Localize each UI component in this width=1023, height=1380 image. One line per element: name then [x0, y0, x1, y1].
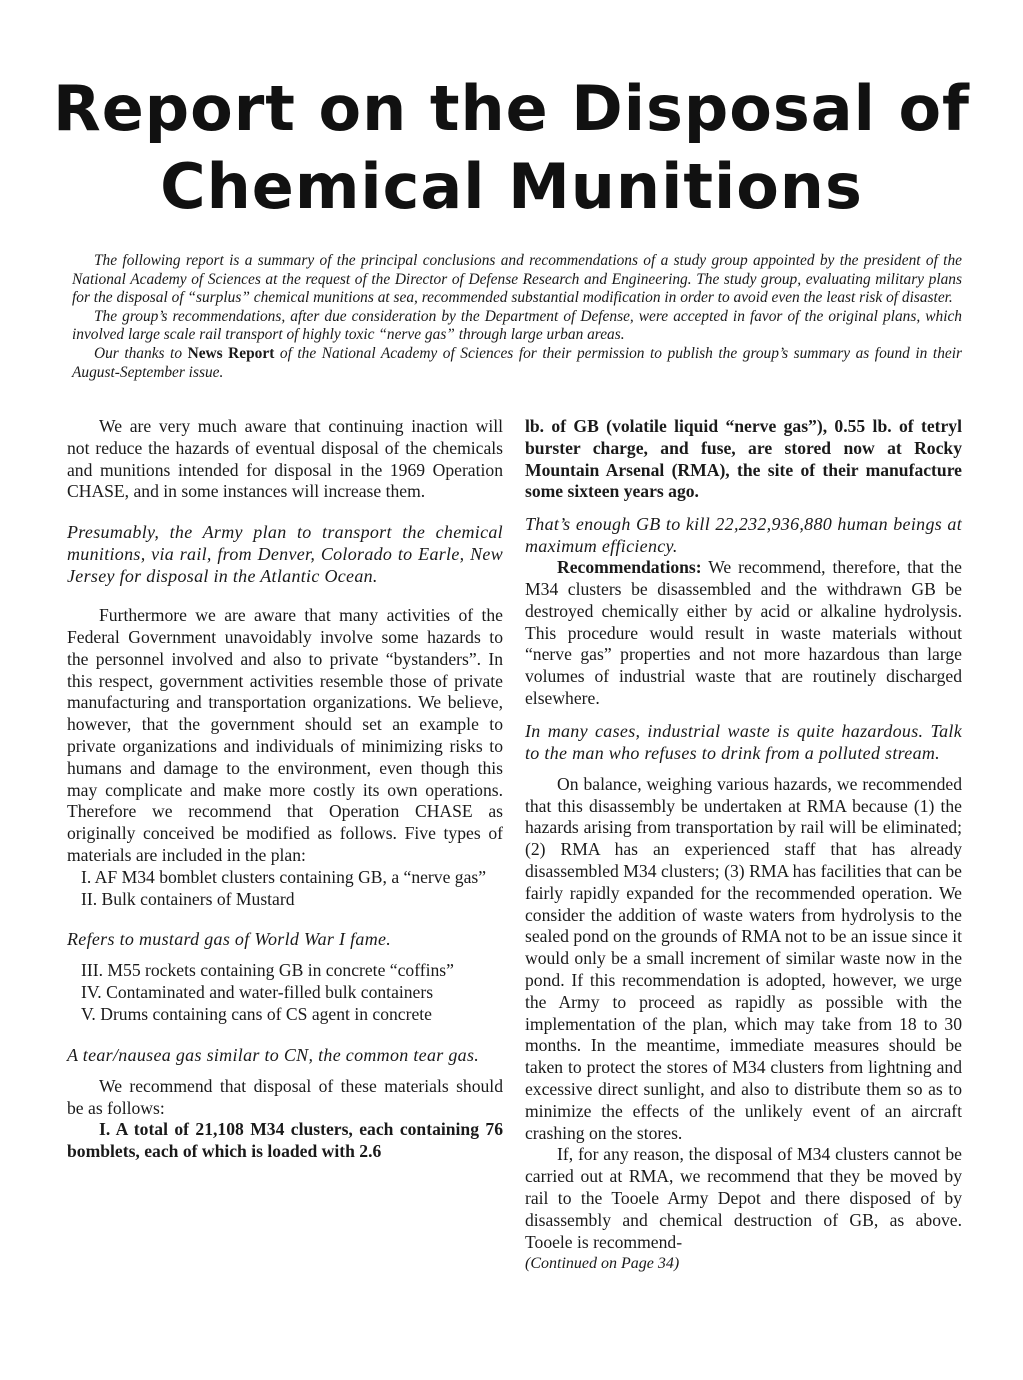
- right-paragraph-3: If, for any reason, the disposal of M34 clusters cannot be carried out at RMA, we recommend that they be moved by rail to the Tooele Army Depot and there disposed of by disassembly and chemical destruction of GB, as above. Tooele is recommend-: [525, 1144, 962, 1252]
- intro-paragraph-3: [72, 345, 962, 382]
- materials-item-1: I. AF M34 bomblet clusters containing GB, a “nerve gas”: [81, 866, 487, 887]
- news-report-name: News Report: [187, 344, 275, 362]
- intro-paragraph-2: The group’s recommendations, after due consideration by the Department of Defense, were accepted in favor of the original plans, which involved large scale rail transport of highly toxic “nerve gas” through large urban areas.: [72, 307, 962, 344]
- editor-note-army-plan: Presumably, the Army plan to transport the chemical munitions, via rail, from Denver, Colorado to Earle, New Jersey for disposal in the Atlantic Ocean.: [67, 522, 503, 587]
- right-paragraph-2: On balance, weighing various hazards, we recommended that this disassembly be undertaken at RMA because (1) the hazards arising from transportation by rail will be eliminated; (2) RMA has an experienced staff that has already disassembled M34 clusters; (3) RMA has facilities that can be fairly rapidly expanded for the recommended operation. We consider the addition of waste waters from hydrolysis to the sealed pond on the grounds of RMA not to be an issue since it would only be a small increment of similar waste now in the pond. If this recommendation is adopted, however, we urge the Army to proceed as rapidly as possible with the implementation of the plan, which may take from 18 to 30 months. In the meantime, immediate measures should be taken to protect the stores of M34 clusters from lightning and excessive direct sunlight, and also to distribute them so as to minimize the effects of the unlikely event of an aircraft crashing on the stores.: [525, 773, 962, 1143]
- recommendations-paragraph: [525, 557, 962, 710]
- right-column: [525, 416, 962, 1275]
- intro-paragraph-1: The following report is a summary of the principal conclusions and recommendations of a study group appointed by the president of the National Academy of Sciences at the request of the Director of Defense Research and Engineering. The study group, evaluating military plans for the disposal of “surplus” chemical munitions at sea, recommended substantial modification in order to avoid even the least risk of disaster.: [72, 252, 962, 307]
- materials-item-2: II. Bulk containers of Mustard: [81, 888, 295, 909]
- materials-item-4: IV. Contaminated and water-filled bulk containers: [81, 982, 434, 1003]
- left-column: [67, 416, 503, 1163]
- editor-note-industrial-waste: In many cases, industrial waste is quite hazardous. Talk to the man who refuses to drink from a polluted stream.: [525, 720, 962, 763]
- editor-introduction: [72, 252, 962, 382]
- recommendations-text: We recommend, therefore, that the M34 clusters be disassembled and the withdrawn GB be destroyed chemically either by acid or alkaline hydrolysis. This procedure would result in waste materials without “nerve gas” properties and not more hazardous than large volumes of industrial waste that are routinely discharged elsewhere.: [525, 557, 962, 708]
- continued-on-page-note: (Continued on Page 34): [525, 1255, 680, 1273]
- editor-note-mustard: Refers to mustard gas of World War I fame.: [67, 929, 392, 950]
- left-paragraph-4: I. A total of 21,108 M34 clusters, each containing 76 bomblets, each of which is loaded with 2.6: [67, 1119, 503, 1162]
- left-paragraph-2: Furthermore we are aware that many activities of the Federal Government unavoidably involve some hazards to the personnel involved and also to private “bystanders”. In this respect, government activities resemble those of private manufacturing and transportation organizations. We believe, however, that the government should set an example to private organizations and individuals of minimizing risks to humans and damage to the environment, even though this may complicate and make more costly its own operations. Therefore we recommend that Operation CHASE as originally conceived be modified as follows. Five types of materials are included in the plan:: [67, 605, 503, 865]
- materials-item-3: III. M55 rockets containing GB in concrete “coffins”: [81, 960, 454, 981]
- intro-thanks-suffix: of the National Academy of Sciences for their permission to publish the group’s summary as found in their August-September issue.: [72, 344, 962, 381]
- left-paragraph-3: We recommend that disposal of these materials should be as follows:: [67, 1075, 503, 1118]
- left-paragraph-1: We are very much aware that continuing inaction will not reduce the hazards of eventual disposal of the chemicals and munitions intended for disposal in the 1969 Operation CHASE, and in some instances will increase them.: [67, 416, 503, 502]
- materials-item-5: V. Drums containing cans of CS agent in concrete: [81, 1003, 432, 1024]
- intro-thanks-prefix: Our thanks to: [94, 344, 188, 362]
- right-paragraph-1: lb. of GB (volatile liquid “nerve gas”), 0.55 lb. of tetryl burster charge, and fuse, are stored now at Rocky Mountain Arsenal (RMA), the site of their manufacture some sixteen years ago.: [525, 416, 962, 502]
- report-title-line-2: Chemical Munitions: [160, 150, 863, 223]
- editor-note-tear-gas: A tear/nausea gas similar to CN, the common tear gas.: [67, 1044, 480, 1065]
- recommendations-label: Recommendations:: [557, 557, 702, 578]
- report-title-line-1: Report on the Disposal of: [52, 72, 971, 145]
- editor-note-gb-quantity: That’s enough GB to kill 22,232,936,880 human beings at maximum efficiency.: [525, 514, 962, 557]
